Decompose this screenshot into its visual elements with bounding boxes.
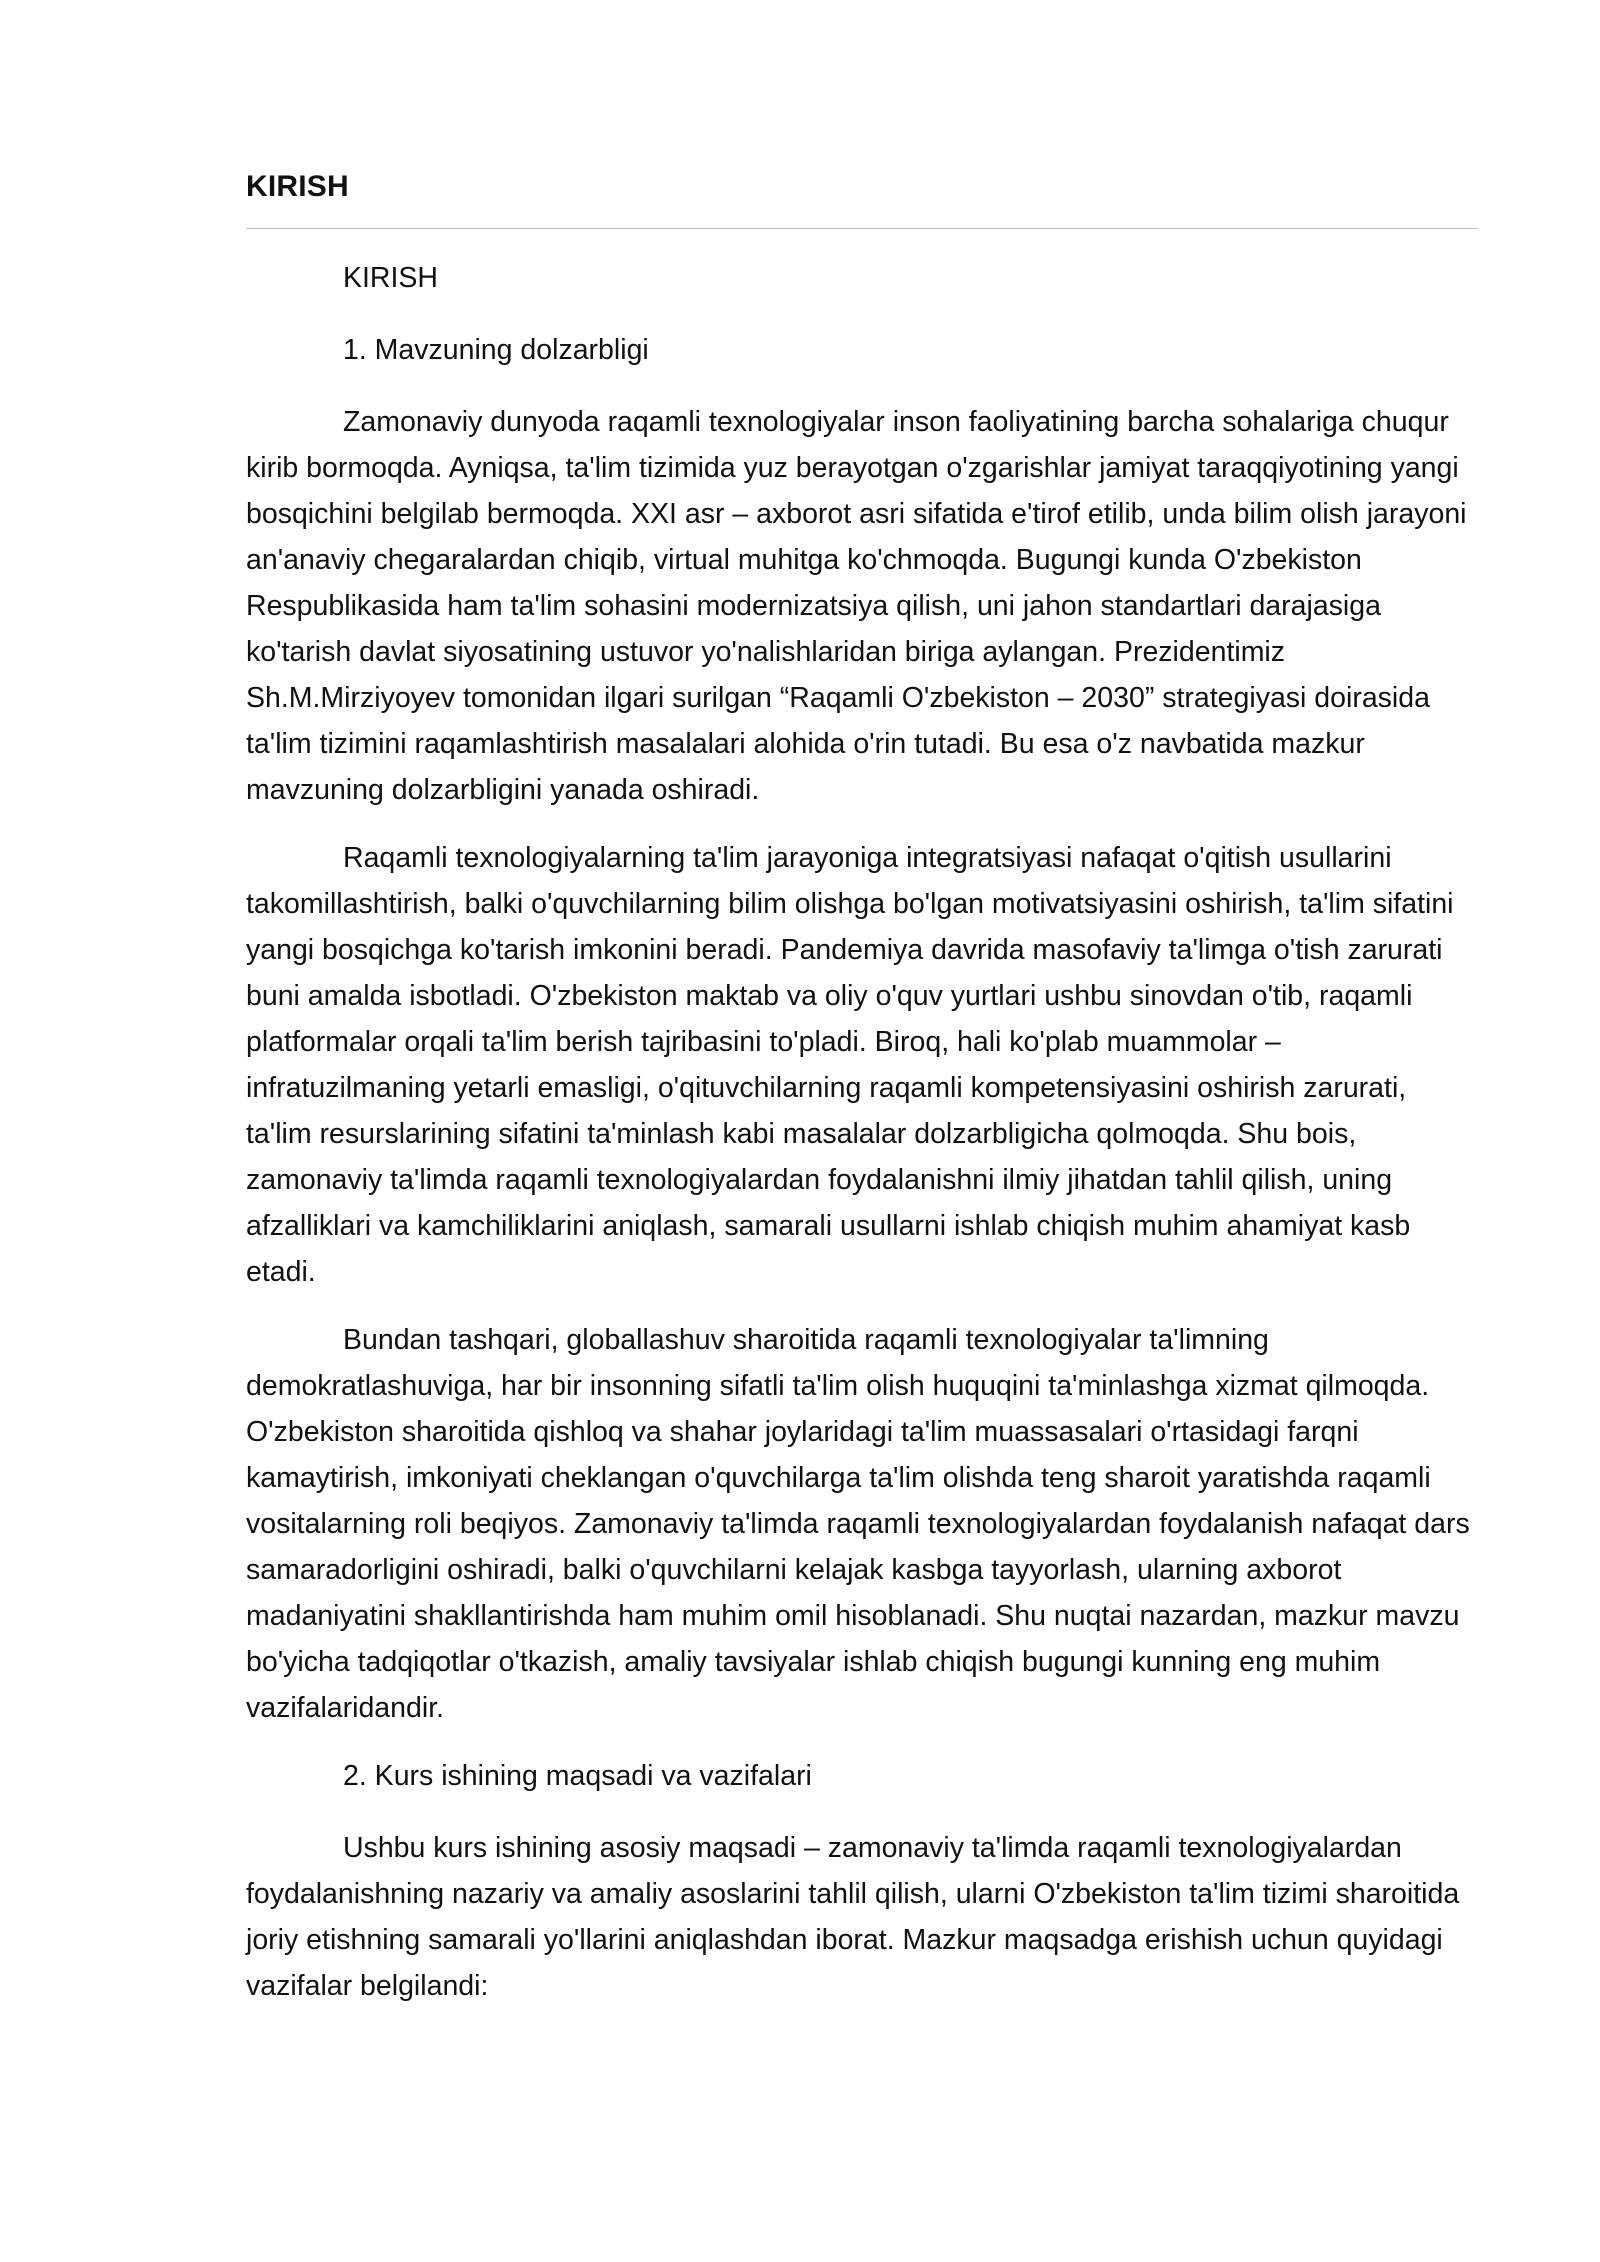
paragraph: Bundan tashqari, globallashuv sharoitida raqamli texnologiyalar ta'limning demokratlashuviga, har bir insonning sifatli ta'lim olish huquqini ta'minlashga xizmat qilmoqda. O'zbekiston sharoitida qishloq va shahar joylaridagi ta'lim muassasalari o'rtasidagi farqni kamaytirish, imkoniyati cheklangan o'quvchilarga ta'lim olishda teng sharoit yaratishda raqamli vositalarning roli beqiyos. Zamonaviy ta'limda raqamli texnologiyalardan foydalanish nafaqat dars samaradorligini oshiradi, balki o'quvchilarni kelajak kasbga tayyorlash, ularning axborot madaniyatini shakllantirishda ham muhim omil hisoblanadi. Shu nuqtai nazardan, mazkur mavzu bo'yicha tadqiqotlar o'tkazish, amaliy tavsiyalar ishlab chiqish bugungi kunning eng muhim vazifalaridandir. — [246, 1324, 1470, 1724]
subheading: KIRISH — [343, 262, 439, 294]
paragraph: Raqamli texnologiyalarning ta'lim jarayoniga integratsiyasi nafaqat o'qitish usullarini takomillashtirish, balki o'quvchilarning bilim olishga bo'lgan motivatsiyasini oshirish, ta'lim sifatini yangi bosqichga ko'tarish imkonini beradi. Pandemiya davrida masofaviy ta'limga o'tish zarurati buni amalda isbotladi. O'zbekiston maktab va oliy o'quv yurtlari ushbu sinovdan o'tib, raqamli platformalar orqali ta'lim berish tajribasini to'pladi. Biroq, hali ko'plab muammolar – infratuzilmaning yetarli emasligi, o'qituvchilarning raqamli kompetensiyasini oshirish zarurati, ta'lim resurslarining sifatini ta'minlash kabi masalalar dolzarbligicha qolmoqda. Shu bois, zamonaviy ta'limda raqamli texnologiyalardan foydalanishni ilmiy jihatdan tahlil qilish, uning afzalliklari va kamchiliklarini aniqlash, samarali usullarni ishlab chiqish muhim ahamiyat kasb etadi. — [246, 842, 1454, 1288]
document-body — [246, 255, 1478, 2031]
paragraph: Ushbu kurs ishining asosiy maqsadi – zamonaviy ta'limda raqamli texnologiyalardan foydalanishning nazariy va amaliy asoslarini tahlil qilish, ularni O'zbekiston ta'lim tizimi sharoitida joriy etishning samarali yo'llarini aniqlashdan iborat. Mazkur maqsadga erishish uchun quyidagi vazifalar belgilandi: — [246, 1832, 1460, 2002]
heading-divider — [246, 228, 1478, 229]
document-heading: KIRISH — [246, 170, 349, 203]
paragraph: Zamonaviy dunyoda raqamli texnologiyalar inson faoliyatining barcha sohalariga chuqur kirib bormoqda. Ayniqsa, ta'lim tizimida yuz berayotgan o'zgarishlar jamiyat taraqqiyotining yangi bosqichini belgilab bermoqda. XXI asr – axborot asri sifatida e'tirof etilib, unda bilim olish jarayoni an'anaviy chegaralardan chiqib, virtual muhitga ko'chmoqda. Bugungi kunda O'zbekiston Respublikasida ham ta'lim sohasini modernizatsiya qilish, uni jahon standartlari darajasiga ko'tarish davlat siyosatining ustuvor yo'nalishlaridan biriga aylangan. Prezidentimiz Sh.M.Mirziyoyev tomonidan ilgari surilgan “Raqamli O'zbekiston – 2030” strategiyasi doirasida ta'lim tizimini raqamlashtirish masalalari alohida o'rin tutadi. Bu esa o'z navbatida mazkur mavzuning dolzarbligini yanada oshiradi. — [246, 406, 1467, 806]
section-title-1: 1. Mavzuning dolzarbligi — [343, 334, 649, 366]
section-title-2: 2. Kurs ishining maqsadi va vazifalari — [343, 1760, 812, 1792]
